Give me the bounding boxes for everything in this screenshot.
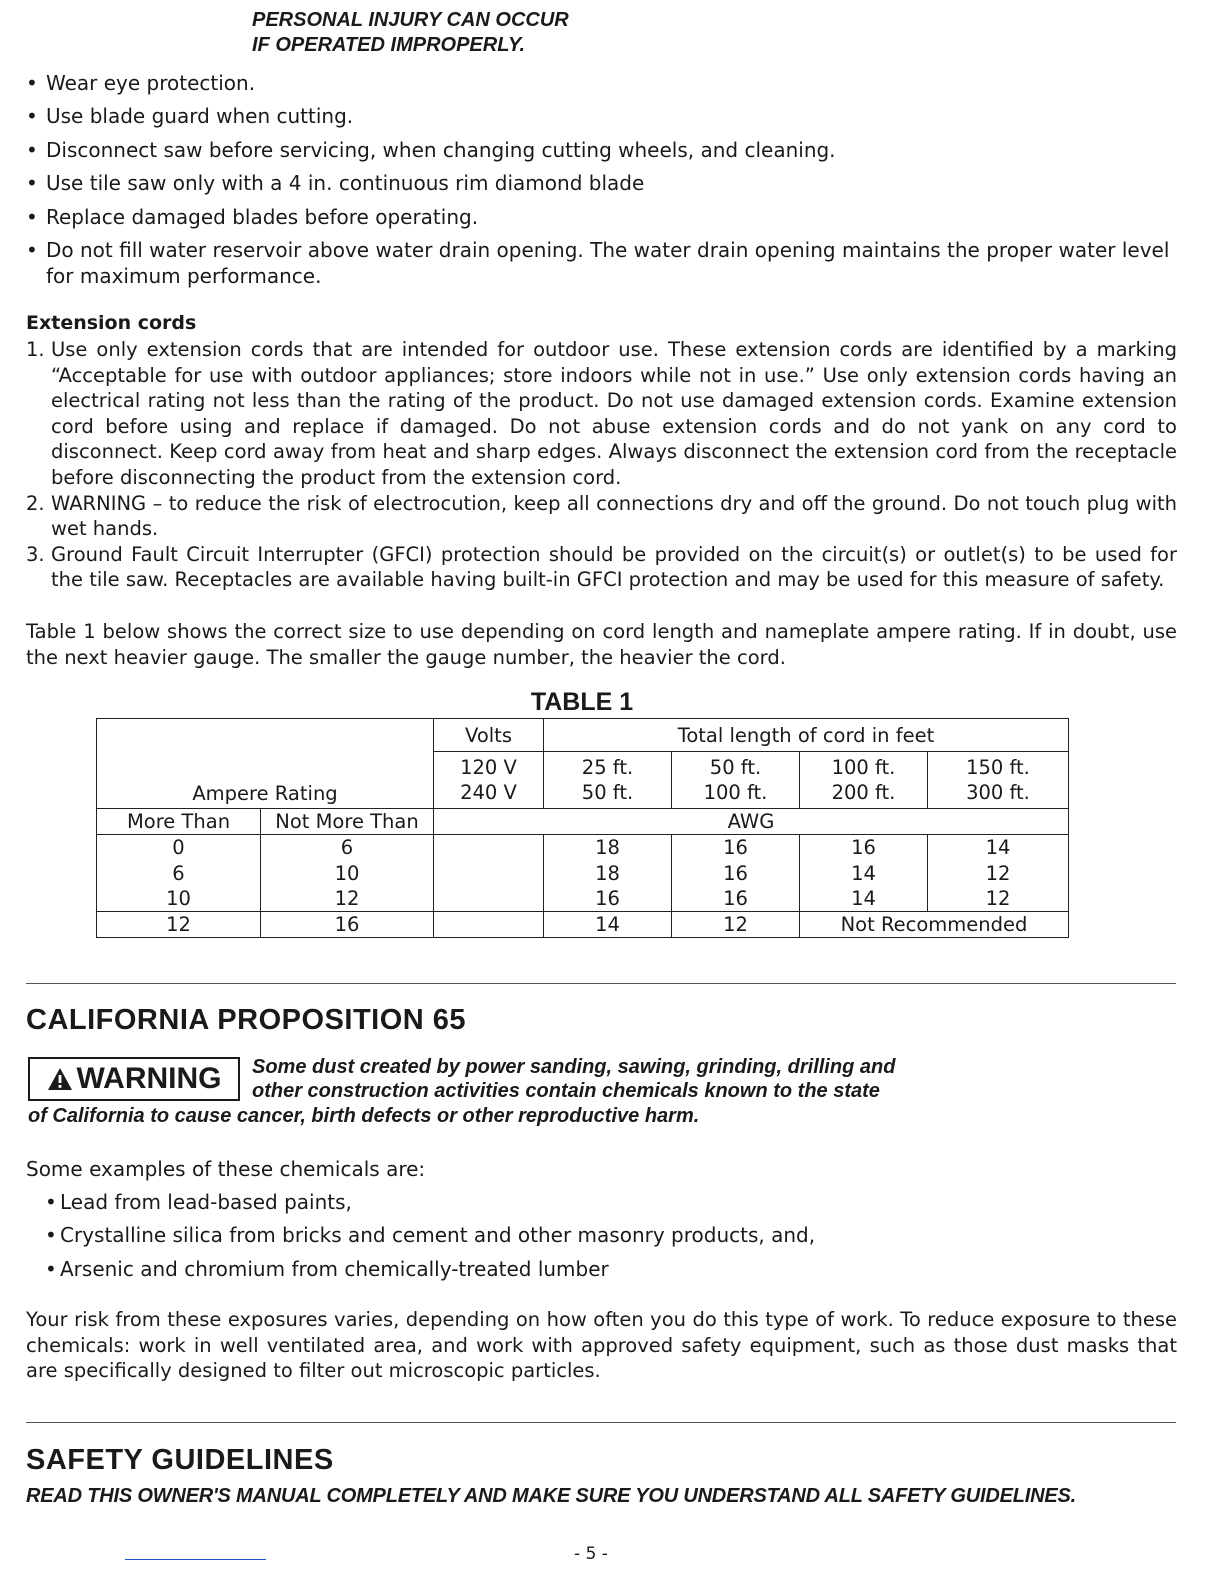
item-number: 3. [26, 542, 45, 566]
gauge-cell: 16 [800, 835, 928, 861]
not-more-than-cell: 12 [261, 886, 434, 912]
length-value: 150 ft. [966, 756, 1030, 779]
not-more-than-cell: 16 [261, 911, 434, 937]
length-cell [800, 752, 928, 809]
cord-gauge-table [96, 718, 1069, 938]
list-item: • Lead from lead-based paints, [26, 1189, 1176, 1215]
length-cell [928, 752, 1069, 809]
more-than-cell: 12 [97, 911, 261, 937]
gauge-cell: 16 [672, 861, 800, 886]
list-item: • Crystalline silica from bricks and cement and other masonry products, and, [26, 1222, 1176, 1248]
bullet-item: • Do not fill water reservoir above water drain opening. The water drain opening maintains the proper water level for maximum performance. [26, 237, 1176, 289]
length-value: 200 ft. [831, 781, 896, 804]
extension-cords-heading: Extension cords [26, 312, 197, 334]
length-cell [672, 752, 800, 809]
table-intro-paragraph: Table 1 below shows the correct size to use depending on cord length and nameplate ampere rating. If in doubt, use the next heavier gauge. The smaller the gauge number, the heavier the cord. [26, 620, 1177, 669]
prop65-warning-line: other construction activities contain chemicals known to the state [252, 1080, 880, 1102]
gauge-cell: 16 [672, 835, 800, 861]
gauge-cell: 12 [928, 861, 1069, 886]
length-header: Total length of cord in feet [544, 719, 1069, 752]
gauge-cell: 14 [544, 911, 672, 937]
more-than-cell: 0 [97, 835, 261, 861]
item-text: Use only extension cords that are intended for outdoor use. These extension cords are identified by a marking “Acceptable for use with outdoor appliances; store indoors while not in use.” Use only extension cords having an electrical rating not less than the rating of the product. Do not use damaged extension cords. Examine extension cord before using and replace if damaged. Do not abuse extension cords and do not yank on any cord to disconnect. Keep cord away from heat and sharp edges. Always disconnect the extension cord from the receptacle before disconnecting the product from the extension cord. [51, 338, 1177, 489]
injury-warning [252, 8, 569, 58]
blank-cell [434, 911, 544, 937]
not-recommended-cell: Not Recommended [800, 911, 1069, 937]
length-value: 25 ft. [581, 756, 634, 779]
bullet-item: • Wear eye protection. [26, 70, 1176, 96]
numbered-item [26, 542, 1177, 593]
volts-header: Volts [434, 719, 544, 752]
prop65-warning-line: Some dust created by power sanding, sawing, grinding, drilling and [252, 1056, 896, 1078]
injury-warning-line-1: PERSONAL INJURY CAN OCCUR [252, 9, 569, 31]
not-more-than-cell: 6 [261, 835, 434, 861]
examples-list [26, 1189, 1176, 1282]
bullet-item: • Replace damaged blades before operating. [26, 204, 1176, 230]
not-more-than-header: Not More Than [261, 809, 434, 835]
gauge-cell: 16 [544, 886, 672, 912]
table-row [97, 886, 1069, 912]
gauge-cell: 12 [928, 886, 1069, 912]
volts-cell [434, 752, 544, 809]
page-number: - 5 - [574, 1544, 608, 1564]
length-value: 300 ft. [966, 781, 1030, 804]
read-manual-notice: READ THIS OWNER'S MANUAL COMPLETELY AND MAKE SURE YOU UNDERSTAND ALL SAFETY GUIDELINES. [26, 1485, 1077, 1507]
section-divider [26, 983, 1176, 984]
blank-cell [434, 886, 544, 912]
gauge-cell: 12 [672, 911, 800, 937]
safety-guidelines-heading: SAFETY GUIDELINES [26, 1444, 334, 1476]
gauge-cell: 14 [800, 861, 928, 886]
bullet-item: • Disconnect saw before servicing, when changing cutting wheels, and cleaning. [26, 137, 1176, 163]
gauge-cell: 18 [544, 835, 672, 861]
length-value: 100 ft. [703, 781, 768, 804]
length-cell [544, 752, 672, 809]
footer-link-underline [125, 1559, 266, 1560]
extension-cords-list [26, 337, 1177, 593]
item-text: WARNING – to reduce the risk of electrocution, keep all connections dry and off the ground. Do not touch plug with wet hands. [51, 491, 1177, 541]
length-value: 50 ft. [581, 781, 634, 804]
numbered-item [26, 337, 1177, 491]
safety-bullet-list [26, 70, 1176, 296]
item-number: 2. [26, 491, 45, 515]
numbered-item [26, 491, 1177, 542]
item-text: Ground Fault Circuit Interrupter (GFCI) protection should be provided on the circuit(s) or outlet(s) to be used for the tile saw. Receptacles are available having built-in GFCI protection and may be used for this measure of safety. [51, 542, 1177, 592]
list-item: • Arsenic and chromium from chemically-treated lumber [26, 1256, 1176, 1282]
prop65-warning-line: of California to cause cancer, birth defects or other reproductive harm. [28, 1105, 700, 1127]
gauge-cell: 14 [928, 835, 1069, 861]
blank-cell [434, 861, 544, 886]
awg-header: AWG [434, 809, 1069, 835]
risk-paragraph: Your risk from these exposures varies, depending on how often you do this type of work. To reduce exposure to these chemicals: work in well ventilated area, and work with approved safety equipment, such as those dust masks that are specifically designed to filter out microscopic particles. [26, 1308, 1177, 1383]
gauge-cell: 14 [800, 886, 928, 912]
bullet-item: • Use blade guard when cutting. [26, 103, 1176, 129]
warning-triangle-icon [47, 1067, 73, 1091]
table-corner [97, 719, 434, 752]
more-than-cell: 6 [97, 861, 261, 886]
table-row [97, 835, 1069, 861]
section-divider [26, 1422, 1176, 1423]
examples-intro: Some examples of these chemicals are: [26, 1157, 426, 1181]
table-row [97, 861, 1069, 886]
warning-label [28, 1057, 240, 1101]
ampere-rating-header: Ampere Rating [97, 752, 434, 809]
table-row [97, 911, 1069, 937]
more-than-cell: 10 [97, 886, 261, 912]
not-more-than-cell: 10 [261, 861, 434, 886]
volts-value: 240 V [460, 781, 517, 804]
table-title: TABLE 1 [530, 688, 634, 716]
item-number: 1. [26, 338, 45, 361]
volts-value: 120 V [460, 756, 517, 779]
chemical-examples [26, 1156, 1176, 1289]
blank-cell [434, 835, 544, 861]
bullet-item: • Use tile saw only with a 4 in. continuous rim diamond blade [26, 170, 1176, 196]
length-value: 100 ft. [831, 756, 896, 779]
gauge-cell: 16 [672, 886, 800, 912]
more-than-header: More Than [97, 809, 261, 835]
gauge-cell: 18 [544, 861, 672, 886]
injury-warning-line-2: IF OPERATED IMPROPERLY. [252, 34, 525, 56]
length-value: 50 ft. [709, 756, 762, 779]
prop65-heading: CALIFORNIA PROPOSITION 65 [26, 1004, 467, 1036]
warning-text: WARNING [76, 1062, 222, 1095]
